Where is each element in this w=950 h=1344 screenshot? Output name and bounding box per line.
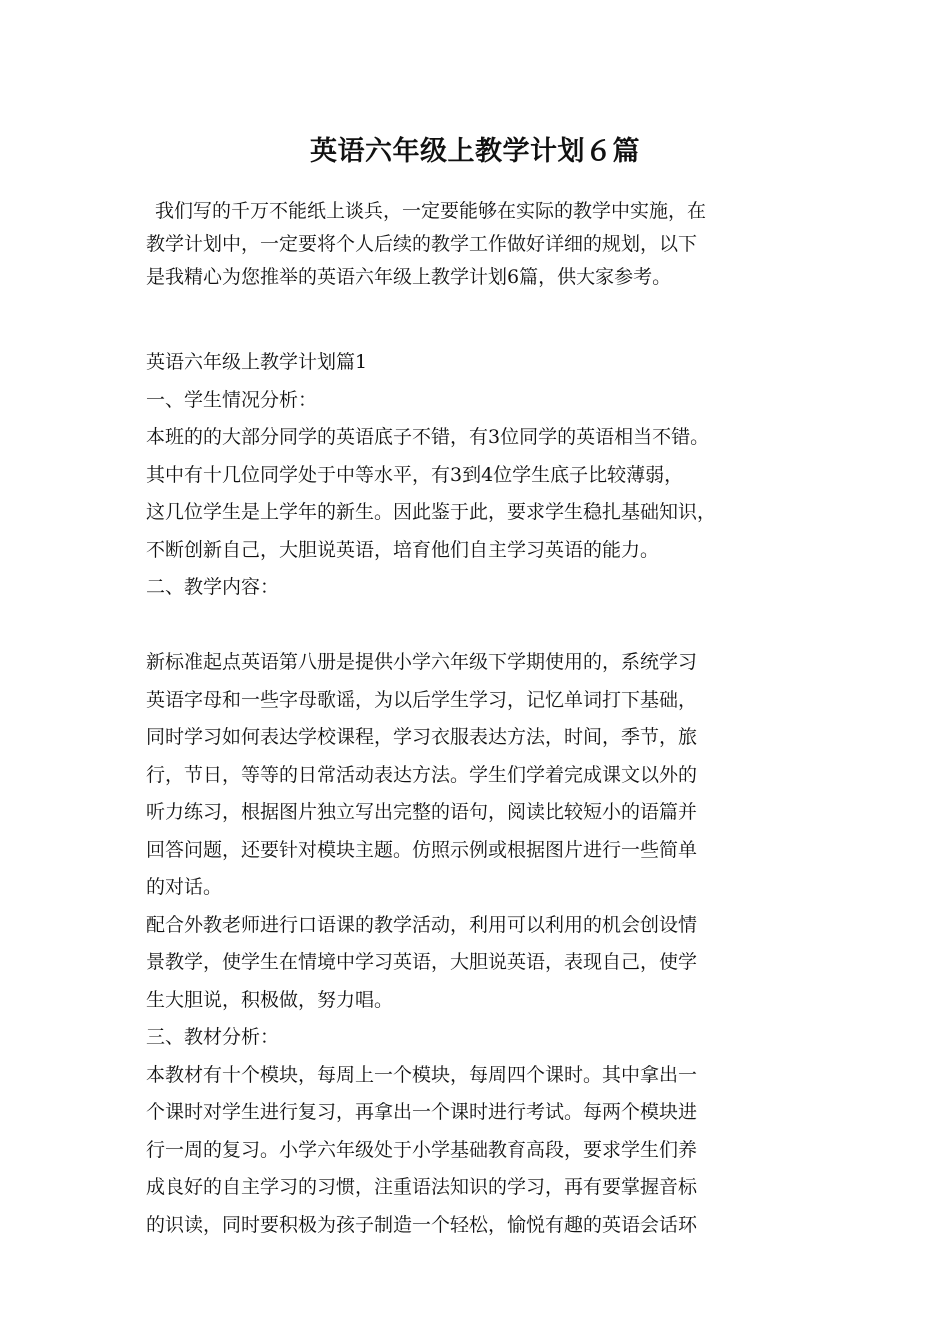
paragraph-line: 英语字母和一些字母歌谣，为以后学生学习，记忆单词打下基础，	[146, 688, 698, 711]
intro-line: 我们写的千万不能纸上谈兵，一定要能够在实际的教学中实施，在	[155, 200, 707, 222]
paragraph-line: 回答问题，还要针对模块主题。仿照示例或根据图片进行一些简单	[146, 838, 698, 861]
part-heading-student-analysis: 一、学生情况分析：	[146, 388, 318, 411]
paragraph-line: 本班的的大部分同学的英语底子不错，有3位同学的英语相当不错。	[146, 426, 710, 448]
paragraph-line: 其中有十几位同学处于中等水平，有3到4位学生底子比较薄弱，	[146, 463, 684, 486]
paragraph-line: 成良好的自主学习的习惯，注重语法知识的学习，再有要掌握音标	[146, 1176, 698, 1198]
paragraph-line: 的对话。	[146, 876, 223, 898]
paragraph-line: 个课时对学生进行复习，再拿出一个课时进行考试。每两个模块进	[146, 1101, 698, 1123]
paragraph-line: 的识读，同时要积极为孩子制造一个轻松，愉悦有趣的英语会话环	[146, 1213, 698, 1236]
part-heading-textbook-analysis: 三、教材分析：	[146, 1026, 280, 1048]
paragraph-line: 同时学习如何表达学校课程，学习衣服表达方法，时间，季节，旅	[146, 726, 698, 748]
intro-line: 是我精心为您推举的英语六年级上教学计划6篇，供大家参考。	[146, 266, 672, 288]
intro-paragraph	[146, 195, 818, 294]
paragraph-line: 行，节日，等等的日常活动表达方法。学生们学着完成课文以外的	[146, 763, 698, 786]
blank-line	[146, 607, 836, 645]
section-heading: 英语六年级上教学计划篇1	[146, 351, 368, 373]
paragraph-line: 生大胆说，积极做，努力唱。	[146, 988, 394, 1011]
paragraph-line: 配合外教老师进行口语课的教学活动，利用可以利用的机会创设情	[146, 913, 698, 936]
paragraph-line: 本教材有十个模块，每周上一个模块，每周四个课时。其中拿出一	[146, 1063, 698, 1086]
paragraph-line: 这几位学生是上学年的新生。因此鉴于此，要求学生稳扎基础知识，	[146, 501, 717, 523]
part-heading-teaching-content: 二、教学内容：	[146, 576, 280, 598]
document-title: 英语六年级上教学计划６篇	[310, 136, 640, 167]
paragraph-line: 行一周的复习。小学六年级处于小学基础教育高段，要求学生们养	[146, 1138, 698, 1161]
paragraph-line: 景教学，使学生在情境中学习英语，大胆说英语，表现自己，使学	[146, 951, 698, 973]
paragraph-line: 新标准起点英语第八册是提供小学六年级下学期使用的，系统学习	[146, 651, 698, 673]
intro-line: 教学计划中，一定要将个人后续的教学工作做好详细的规划，以下	[146, 233, 698, 255]
paragraph-line: 听力练习，根据图片独立写出完整的语句，阅读比较短小的语篇并	[146, 801, 698, 823]
paragraph-line: 不断创新自己，大胆说英语，培育他们自主学习英语的能力。	[146, 538, 660, 561]
document-body	[146, 344, 836, 1244]
